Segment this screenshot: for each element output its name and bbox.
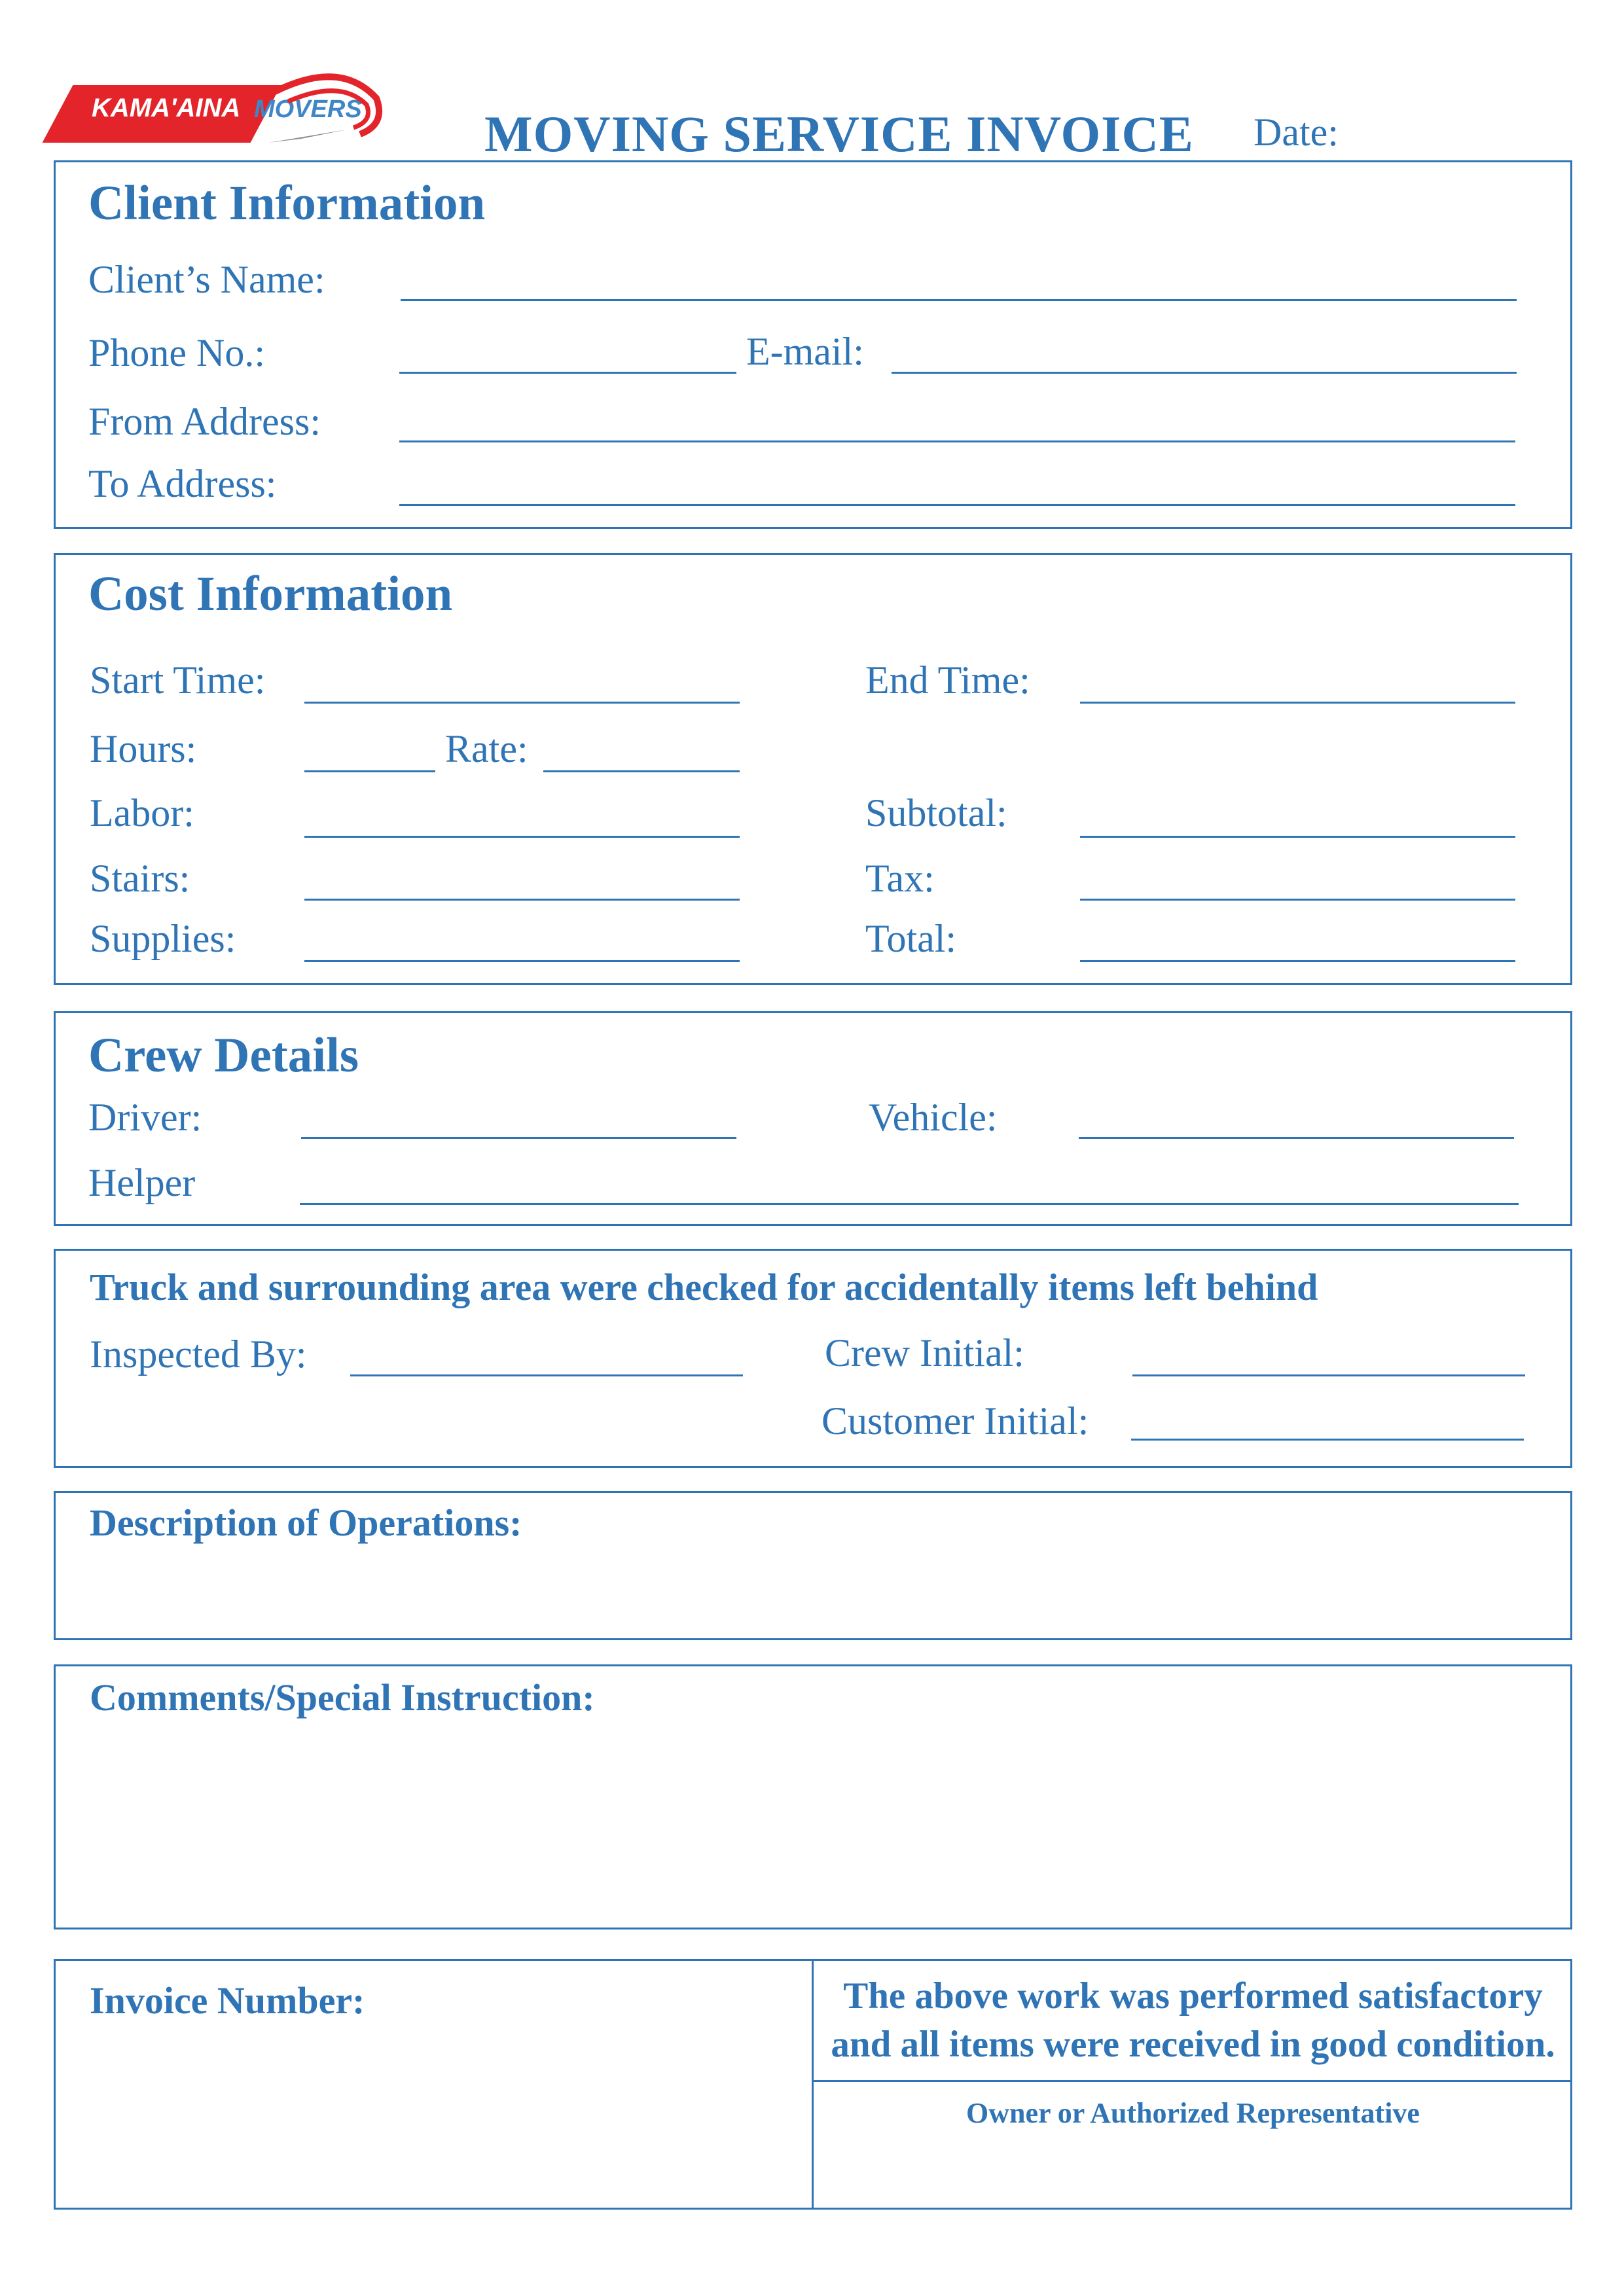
crew-details-heading: Crew Details <box>88 1028 359 1083</box>
to-address-label: To Address: <box>88 462 277 505</box>
supplies-field[interactable] <box>304 960 740 962</box>
start-time-field[interactable] <box>304 702 740 704</box>
comments-label: Comments/Special Instruction: <box>90 1676 595 1719</box>
phone-label: Phone No.: <box>88 331 265 374</box>
email-field[interactable] <box>892 372 1517 374</box>
statement-line-1: The above work was performed satisfactory <box>843 1975 1543 2017</box>
logo-brand-text: KAMA'AINA <box>92 94 241 122</box>
inspected-by-label: Inspected By: <box>90 1333 307 1376</box>
end-time-field[interactable] <box>1080 702 1515 704</box>
crew-initial-label: Crew Initial: <box>825 1331 1024 1374</box>
driver-label: Driver: <box>88 1096 202 1139</box>
total-field[interactable] <box>1080 960 1515 962</box>
rate-field[interactable] <box>543 770 740 772</box>
email-label: E-mail: <box>746 330 864 373</box>
stairs-label: Stairs: <box>90 857 190 900</box>
logo-sub-text: MOVERS <box>254 96 362 123</box>
labor-field[interactable] <box>304 836 740 838</box>
customer-initial-label: Customer Initial: <box>821 1399 1089 1443</box>
inspected-by-field[interactable] <box>350 1374 743 1376</box>
satisfaction-statement <box>814 1972 1572 2069</box>
from-address-label: From Address: <box>88 400 321 443</box>
total-label: Total: <box>865 917 957 960</box>
client-name-field[interactable] <box>401 299 1517 301</box>
hours-field[interactable] <box>304 770 435 772</box>
date-label: Date: <box>1254 111 1339 154</box>
statement-line-2: and all items were received in good condition. <box>831 2024 1555 2065</box>
inspection-heading: Truck and surrounding area were checked for accidentally items left behind <box>90 1266 1318 1308</box>
to-address-field[interactable] <box>399 504 1515 506</box>
page-title: MOVING SERVICE INVOICE <box>484 105 1194 162</box>
helper-field[interactable] <box>300 1203 1519 1205</box>
driver-field[interactable] <box>301 1137 736 1139</box>
tax-label: Tax: <box>865 857 935 900</box>
from-address-field[interactable] <box>399 440 1515 442</box>
labor-label: Labor: <box>90 791 194 834</box>
supplies-label: Supplies: <box>90 917 236 960</box>
signature-label: Owner or Authorized Representative <box>966 2097 1420 2129</box>
rate-label: Rate: <box>445 727 528 770</box>
subtotal-field[interactable] <box>1080 836 1515 838</box>
hours-label: Hours: <box>90 727 197 770</box>
cost-information-heading: Cost Information <box>88 567 453 621</box>
vehicle-label: Vehicle: <box>869 1096 998 1139</box>
start-time-label: Start Time: <box>90 658 266 702</box>
invoice-number-label: Invoice Number: <box>90 1979 365 2022</box>
helper-label: Helper <box>88 1161 196 1204</box>
crew-initial-field[interactable] <box>1132 1374 1525 1376</box>
subtotal-label: Subtotal: <box>865 791 1007 834</box>
client-name-label: Client’s Name: <box>88 258 325 301</box>
end-time-label: End Time: <box>865 658 1030 702</box>
client-information-heading: Client Information <box>88 176 486 230</box>
signature-field[interactable] <box>814 2127 1572 2206</box>
phone-field[interactable] <box>399 372 736 374</box>
logo-swoosh-icon <box>262 65 393 151</box>
tax-field[interactable] <box>1080 899 1515 901</box>
signature-divider <box>814 2080 1572 2082</box>
vehicle-field[interactable] <box>1079 1137 1514 1139</box>
stairs-field[interactable] <box>304 899 740 901</box>
description-label: Description of Operations: <box>90 1501 522 1544</box>
customer-initial-field[interactable] <box>1131 1439 1524 1441</box>
